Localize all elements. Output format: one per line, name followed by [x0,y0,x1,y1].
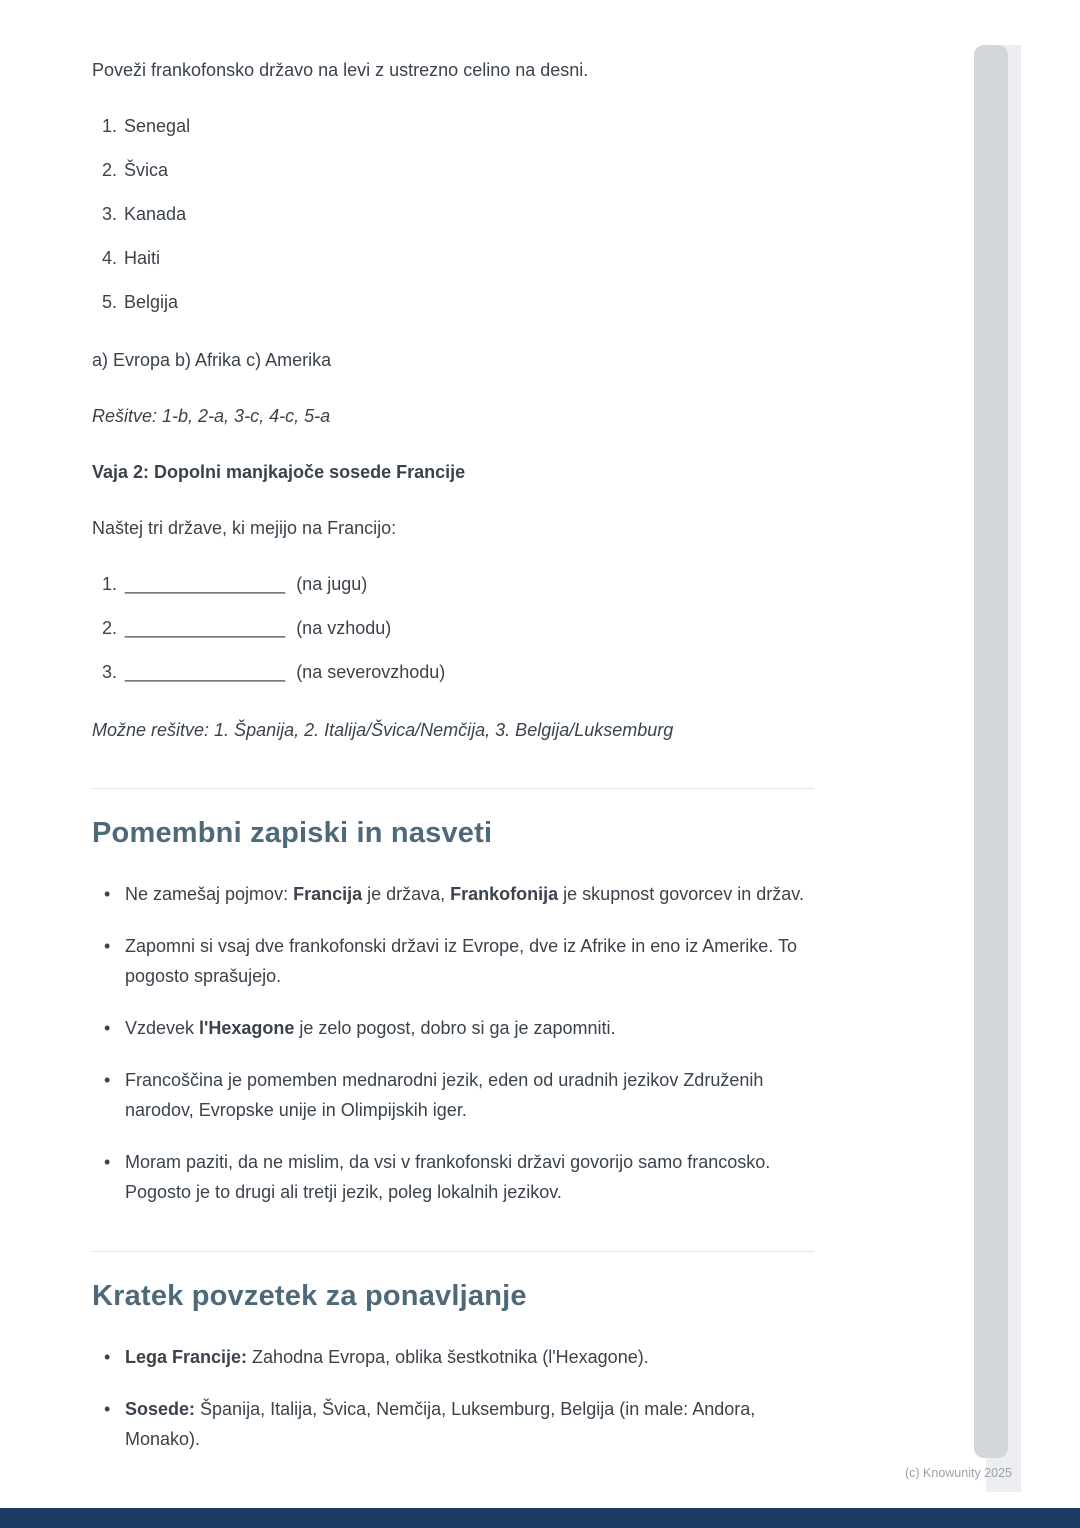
notes-bullet-list [92,879,814,1207]
exercise2-title: Vaja 2: Dopolni manjkajoče sosede Francije [92,462,466,482]
list-item-number: 3. [102,204,118,224]
country-label: Senegal [124,116,191,136]
text-segment: Španija, Italija, Švica, Nemčija, Luksemburg, Belgija (in male: Andora, Monako). [125,1399,756,1449]
list-item-number: 1. [102,116,118,136]
section-divider [92,1251,814,1252]
document-content [92,56,814,1476]
continent-options: a) Evropa b) Afrika c) Amerika [92,350,332,370]
summary-heading: Kratek povzetek za ponavljanje [92,1280,527,1312]
bold-text: Sosede: [125,1399,196,1419]
bold-text: Francija [293,884,363,904]
section-divider [92,788,814,789]
summary-item [92,1342,814,1372]
exercise2-prompt: Naštej tri države, ki mejijo na Francijo: [92,518,397,538]
fill-in-blanks-list [92,570,814,686]
copyright-text: (c) Knowunity 2025 [904,1466,1012,1480]
match-list-item [92,156,814,184]
list-item-number: 5. [102,292,118,312]
summary-bullet-list [92,1342,814,1454]
country-label: Kanada [124,204,187,224]
match-list-item [92,288,814,316]
blank-hint: (na severovzhodu) [291,662,446,682]
country-label: Švica [124,160,169,180]
list-item-number: 2. [102,618,118,638]
note-item [92,1147,814,1207]
match-list-item [92,244,814,272]
text-segment: Moram paziti, da ne mislim, da vsi v frankofonski državi govorijo samo francosko. Pogosto je to drugi ali tretji jezik, poleg lokalnih jezikov. [125,1152,771,1202]
note-item [92,1065,814,1125]
text-segment: Zahodna Evropa, oblika šestkotnika (l'Hexagone). [247,1347,649,1367]
fill-in-blank: ________________ [125,618,286,638]
note-item [92,879,814,909]
match-list-item [92,112,814,140]
notes-heading: Pomembni zapiski in nasveti [92,817,493,849]
blank-hint: (na vzhodu) [291,618,392,638]
list-item-number: 2. [102,160,118,180]
match-country-list [92,112,814,316]
list-item-number: 3. [102,662,118,682]
blank-row [92,570,814,598]
exercise2-solutions: Možne rešitve: 1. Španija, 2. Italija/Švica/Nemčija, 3. Belgija/Luksemburg [92,720,674,740]
text-segment: je država, [362,884,451,904]
country-label: Belgija [124,292,179,312]
bottom-accent-bar [0,1508,1080,1528]
exercise1-solutions: Rešitve: 1-b, 2-a, 3-c, 4-c, 5-a [92,406,331,426]
text-segment: Zapomni si vsaj dve frankofonski državi iz Evrope, dve iz Afrike in eno iz Amerike. To pogosto sprašujejo. [125,936,797,986]
blank-row [92,658,814,686]
match-list-item [92,200,814,228]
text-segment: Francoščina je pomemben mednarodni jezik, eden od uradnih jezikov Združenih narodov, Evropske unije in Olimpijskih iger. [125,1070,764,1120]
bold-text: l'Hexagone [199,1018,295,1038]
scrollbar-thumb[interactable] [974,45,1008,1458]
country-label: Haiti [124,248,161,268]
fill-in-blank: ________________ [125,662,286,682]
list-item-number: 1. [102,574,118,594]
text-segment: je skupnost govorcev in držav. [558,884,804,904]
exercise1-intro: Poveži frankofonsko državo na levi z ustrezno celino na desni. [92,60,589,80]
note-item [92,931,814,991]
fill-in-blank: ________________ [125,574,286,594]
bold-text: Frankofonija [450,884,559,904]
blank-hint: (na jugu) [291,574,368,594]
text-segment: Ne zamešaj pojmov: [125,884,294,904]
note-item [92,1013,814,1043]
list-item-number: 4. [102,248,118,268]
blank-row [92,614,814,642]
summary-item [92,1394,814,1454]
text-segment: Vzdevek [125,1018,200,1038]
text-segment: je zelo pogost, dobro si ga je zapomniti. [294,1018,616,1038]
bold-text: Lega Francije: [125,1347,248,1367]
